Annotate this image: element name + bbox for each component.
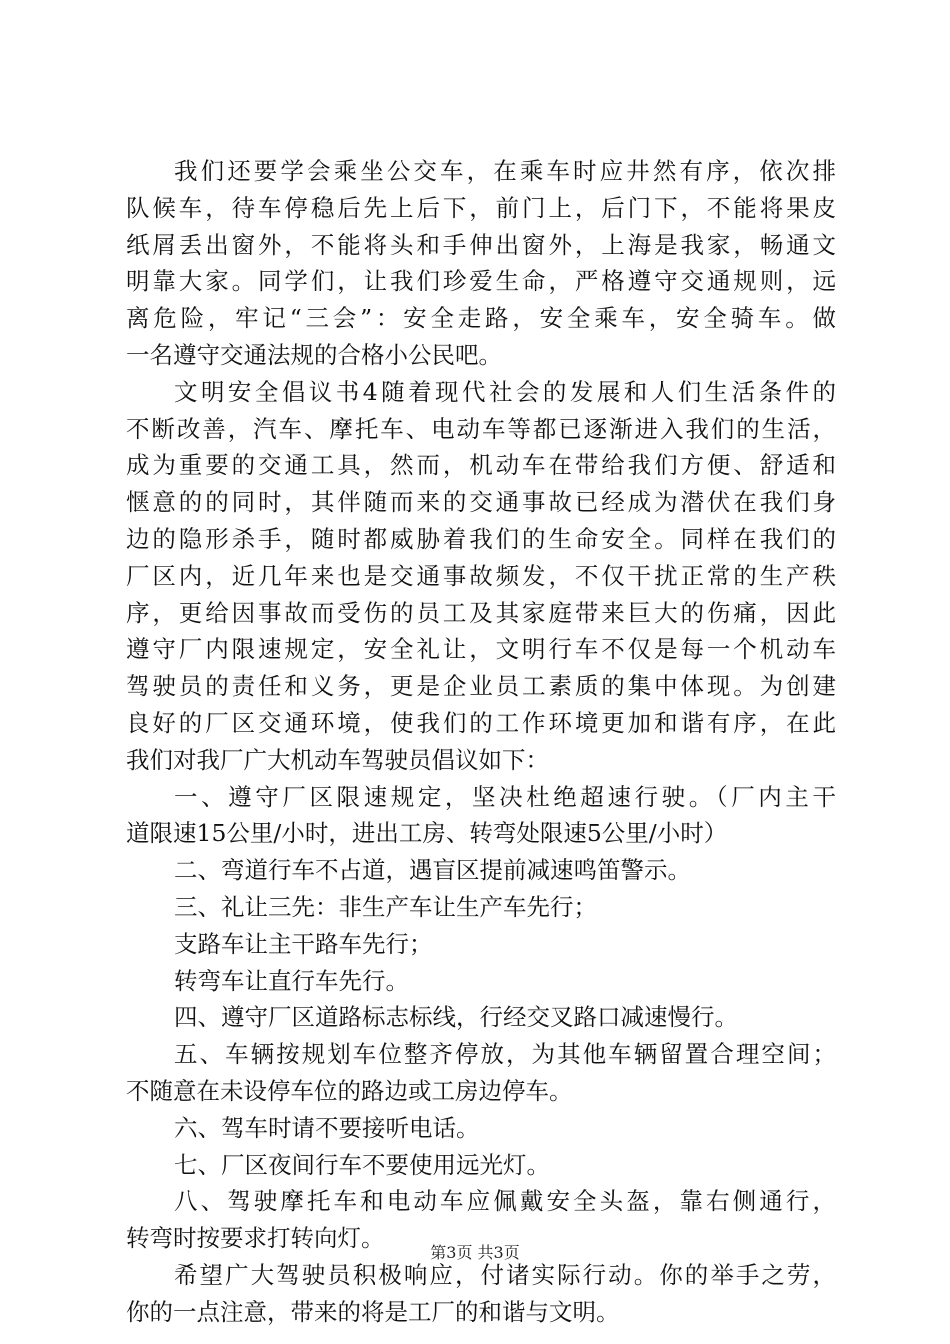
text-line: 文明安全倡议书4随着现代社会的发展和人们生活条件的 (174, 377, 836, 406)
text-line: 离危险，牢记“三会”：安全走路，安全乘车，安全骑车。做 (126, 304, 836, 333)
text-line: 七、厂区夜间行车不要使用远光灯。 (174, 1150, 550, 1179)
text-line: 三、礼让三先：非生产车让生产车先行； (174, 892, 597, 921)
text-line: 希望广大驾驶员积极响应，付诸实际行动。你的举手之劳， (174, 1260, 836, 1289)
text-line: 边的隐形杀手，随时都威胁着我们的生命安全。同样在我们的 (126, 524, 836, 553)
text-line: 不断改善，汽车、摩托车、电动车等都已逐渐进入我们的生活， (126, 414, 836, 443)
text-line: 二、弯道行车不占道，遇盲区提前减速鸣笛警示。 (174, 856, 691, 885)
text-line: 转弯时按要求打转向灯。 (126, 1224, 385, 1253)
text-line: 支路车让主干路车先行； (174, 929, 433, 958)
text-line: 我们还要学会乘坐公交车，在乘车时应井然有序，依次排 (174, 157, 836, 185)
text-line: 我们对我厂广大机动车驾驶员倡议如下： (126, 745, 549, 774)
text-line: 转弯车让直行车先行。 (174, 966, 409, 995)
page-number-footer: 第3页 共3页 (430, 1243, 520, 1262)
text-line: 厂区内，近几年来也是交通事故频发，不仅干扰正常的生产秩 (126, 561, 836, 590)
text-line: 驾驶员的责任和义务，更是企业员工素质的集中体现。为创建 (126, 672, 836, 701)
text-line: 纸屑丢出窗外，不能将头和手伸出窗外，上海是我家，畅通文 (126, 230, 836, 259)
text-line: 不随意在未设停车位的路边或工房边停车。 (126, 1076, 573, 1105)
text-line: 遵守厂内限速规定，安全礼让，文明行车不仅是每一个机动车 (126, 635, 836, 664)
text-line: 成为重要的交通工具，然而，机动车在带给我们方便、舒适和 (126, 451, 836, 480)
text-line: 序，更给因事故而受伤的员工及其家庭带来巨大的伤痛，因此 (126, 598, 836, 627)
text-line: 道限速15公里/小时，进出工房、转弯处限速5公里/小时） (126, 819, 728, 848)
text-line: 惬意的的同时，其伴随而来的交通事故已经成为潜伏在我们身 (126, 488, 836, 517)
text-line: 五、车辆按规划车位整齐停放，为其他车辆留置合理空间； (174, 1040, 836, 1069)
text-line: 八、驾驶摩托车和电动车应佩戴安全头盔，靠右侧通行， (174, 1187, 836, 1216)
text-line: 你的一点注意，带来的将是工厂的和谐与文明。 (126, 1297, 620, 1326)
text-line: 一、遵守厂区限速规定，坚决杜绝超速行驶。（厂内主干 (174, 782, 836, 811)
text-line: 良好的厂区交通环境，使我们的工作环境更加和谐有序，在此 (126, 708, 836, 737)
text-line: 队候车，待车停稳后先上后下，前门上，后门下，不能将果皮 (126, 193, 836, 222)
text-line: 明靠大家。同学们，让我们珍爱生命，严格遵守交通规则，远 (126, 267, 836, 296)
text-line: 六、驾车时请不要接听电话。 (174, 1113, 480, 1142)
text-line: 一名遵守交通法规的合格小公民吧。 (126, 340, 502, 369)
text-line: 四、遵守厂区道路标志标线，行经交叉路口减速慢行。 (174, 1003, 738, 1032)
document-body (126, 153, 836, 1331)
